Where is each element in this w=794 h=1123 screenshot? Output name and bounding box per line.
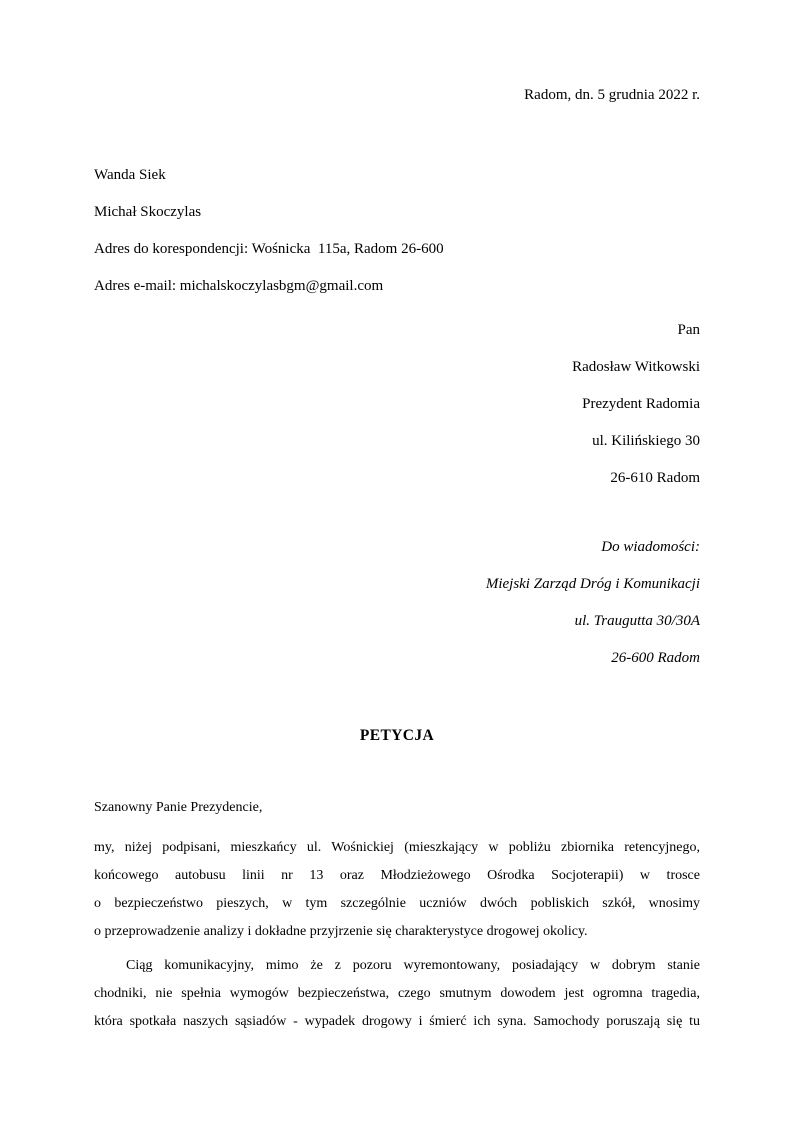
date-line: Radom, dn. 5 grudnia 2022 r. xyxy=(524,87,700,103)
recipient-street: ul. Kilińskiego 30 xyxy=(592,433,700,449)
paragraph-2 xyxy=(94,952,700,1036)
recipient-name: Radosław Witkowski xyxy=(572,359,700,375)
sender-name-2: Michał Skoczylas xyxy=(94,204,202,220)
paragraph-1-line-3: o bezpieczeństwo pieszych, w tym szczególnie uczniów dwóch pobliskich szkół, wnosimy xyxy=(94,896,700,911)
recipient-city: 26-610 Radom xyxy=(610,470,700,486)
paragraph-2-line-1: Ciąg komunikacyjny, mimo że z pozoru wyremontowany, posiadający w dobrym stanie xyxy=(126,958,700,973)
recipient-title: Prezydent Radomia xyxy=(582,396,700,412)
cc-organization: Miejski Zarząd Dróg i Komunikacji xyxy=(485,576,700,592)
cc-label: Do wiadomości: xyxy=(601,539,700,555)
paragraph-1-line-2: końcowego autobusu linii nr 13 oraz Młodzieżowego Ośrodka Socjoterapii) w trosce xyxy=(94,868,700,883)
sender-block xyxy=(94,157,700,305)
paragraph-2-line-3: która spotkała naszych sąsiadów - wypadek drogowy i śmierć ich syna. Samochody poruszają się tu xyxy=(94,1014,700,1029)
cc-city: 26-600 Radom xyxy=(611,650,700,666)
paragraph-1-line-1: my, niżej podpisani, mieszkańcy ul. Wośnickiej (mieszkający w pobliżu zbiornika retencyjnego, xyxy=(94,840,700,855)
salutation-line: Szanowny Panie Prezydencie, xyxy=(94,800,263,815)
sender-postal-address: Adres do korespondencji: Wośnicka 115a, Radom 26-600 xyxy=(94,241,444,257)
recipient-honorific: Pan xyxy=(677,322,700,338)
paragraph-1 xyxy=(94,834,700,946)
sender-name-1: Wanda Siek xyxy=(94,167,166,183)
petition-title: PETYCJA xyxy=(359,727,435,744)
cc-street: ul. Traugutta 30/30A xyxy=(574,613,700,629)
paragraph-2-line-2: chodniki, nie spełnia wymogów bezpieczeństwa, czego smutnym dowodem jest ogromna tragedia, xyxy=(94,986,700,1001)
cc-block xyxy=(94,529,700,677)
paragraph-1-line-4: o przeprowadzenie analizy i dokładne przyjrzenie się charakterystyce drogowej okolicy. xyxy=(94,924,588,939)
sender-email-address: Adres e-mail: michalskoczylasbgm@gmail.com xyxy=(94,278,384,294)
recipient-block xyxy=(94,312,700,497)
